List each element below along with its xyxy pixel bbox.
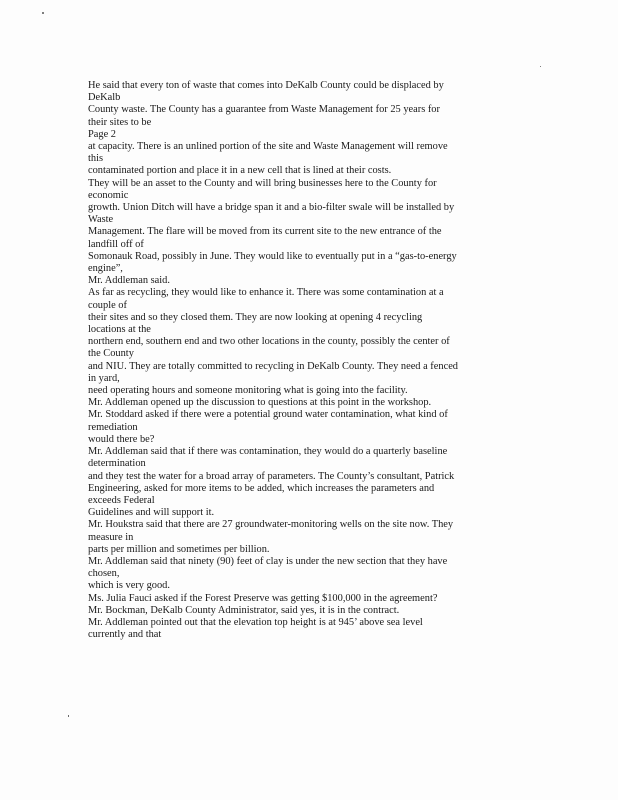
text-line: growth. Union Ditch will have a bridge span it and a bio-filter swale will be installed by	[88, 202, 455, 214]
text-line: As far as recycling, they would like to enhance it. There was some contamination at a	[88, 287, 444, 299]
text-line: Waste	[88, 214, 114, 226]
text-line: their sites to be	[88, 116, 152, 128]
text-line: Management. The flare will be moved from its current site to the new entrance of the	[88, 226, 442, 238]
text-line: engine”,	[88, 263, 123, 275]
scan-speck	[540, 66, 541, 67]
text-line: They will be an asset to the County and will bring businesses here to the County for	[88, 177, 437, 189]
text-line: Guidelines and will support it.	[88, 507, 215, 519]
text-line: Mr. Bockman, DeKalb County Administrator, said yes, it is in the contract.	[88, 604, 400, 616]
text-line: in yard,	[88, 372, 120, 384]
text-line: He said that every ton of waste that comes into DeKalb County could be displaced by	[88, 80, 444, 91]
text-line: measure in	[88, 531, 134, 543]
text-line: this	[88, 153, 104, 165]
text-line: which is very good.	[88, 580, 170, 592]
text-line: couple of	[88, 299, 127, 311]
text-line: locations at the	[88, 324, 151, 336]
text-line: Mr. Addleman said that ninety (90) feet of clay is under the new section that they have	[88, 555, 448, 567]
page-number: Page 2	[88, 128, 116, 140]
text-line: contaminated portion and place it in a new cell that is lined at their costs.	[88, 165, 392, 177]
text-line: at capacity. There is an unlined portion of the site and Waste Management will remove	[88, 141, 448, 153]
text-line: need operating hours and someone monitoring what is going into the facility.	[88, 385, 408, 397]
text-line: and they test the water for a broad array of parameters. The County’s consultant, Patrick	[88, 470, 455, 482]
text-line: remediation	[88, 421, 138, 433]
text-line: their sites and so they closed them. They are now looking at opening 4 recycling	[88, 311, 423, 323]
minutes-text	[88, 80, 498, 641]
text-line: Engineering, asked for more items to be added, which increases the parameters and	[88, 482, 435, 494]
text-line: northern end, southern end and two other locations in the county, possibly the center of	[88, 336, 450, 348]
text-line: landfill off of	[88, 238, 144, 250]
text-line: Mr. Addleman opened up the discussion to questions at this point in the workshop.	[88, 397, 432, 409]
text-line: Mr. Addleman said that if there was contamination, they would do a quarterly baseline	[88, 446, 448, 458]
text-line: DeKalb	[88, 92, 121, 104]
text-line: exceeds Federal	[88, 494, 155, 506]
text-line: the County	[88, 348, 134, 360]
text-line: determination	[88, 458, 146, 470]
text-line: County waste. The County has a guarantee from Waste Management for 25 years for	[88, 104, 440, 116]
text-line: economic	[88, 189, 129, 201]
text-line: would there be?	[88, 433, 155, 445]
scan-speck	[68, 715, 69, 717]
text-line: Ms. Julia Fauci asked if the Forest Preserve was getting $100,000 in the agreement?	[88, 592, 438, 604]
text-line: and NIU. They are totally committed to recycling in DeKalb County. They need a fenced	[88, 360, 458, 372]
scan-speck	[42, 12, 44, 14]
text-line: Mr. Addleman pointed out that the elevation top height is at 945’ above sea level	[88, 616, 423, 628]
text-line: parts per million and sometimes per billion.	[88, 543, 270, 555]
text-line: chosen,	[88, 568, 120, 580]
text-line: Mr. Houkstra said that there are 27 groundwater-monitoring wells on the site now. They	[88, 519, 454, 531]
text-line: Somonauk Road, possibly in June. They would like to eventually put in a “gas-to-energy	[88, 250, 457, 262]
text-line: currently and that	[88, 629, 162, 641]
text-line: Mr. Stoddard asked if there were a potential ground water contamination, what kind of	[88, 409, 448, 421]
text-line: Mr. Addleman said.	[88, 275, 170, 287]
